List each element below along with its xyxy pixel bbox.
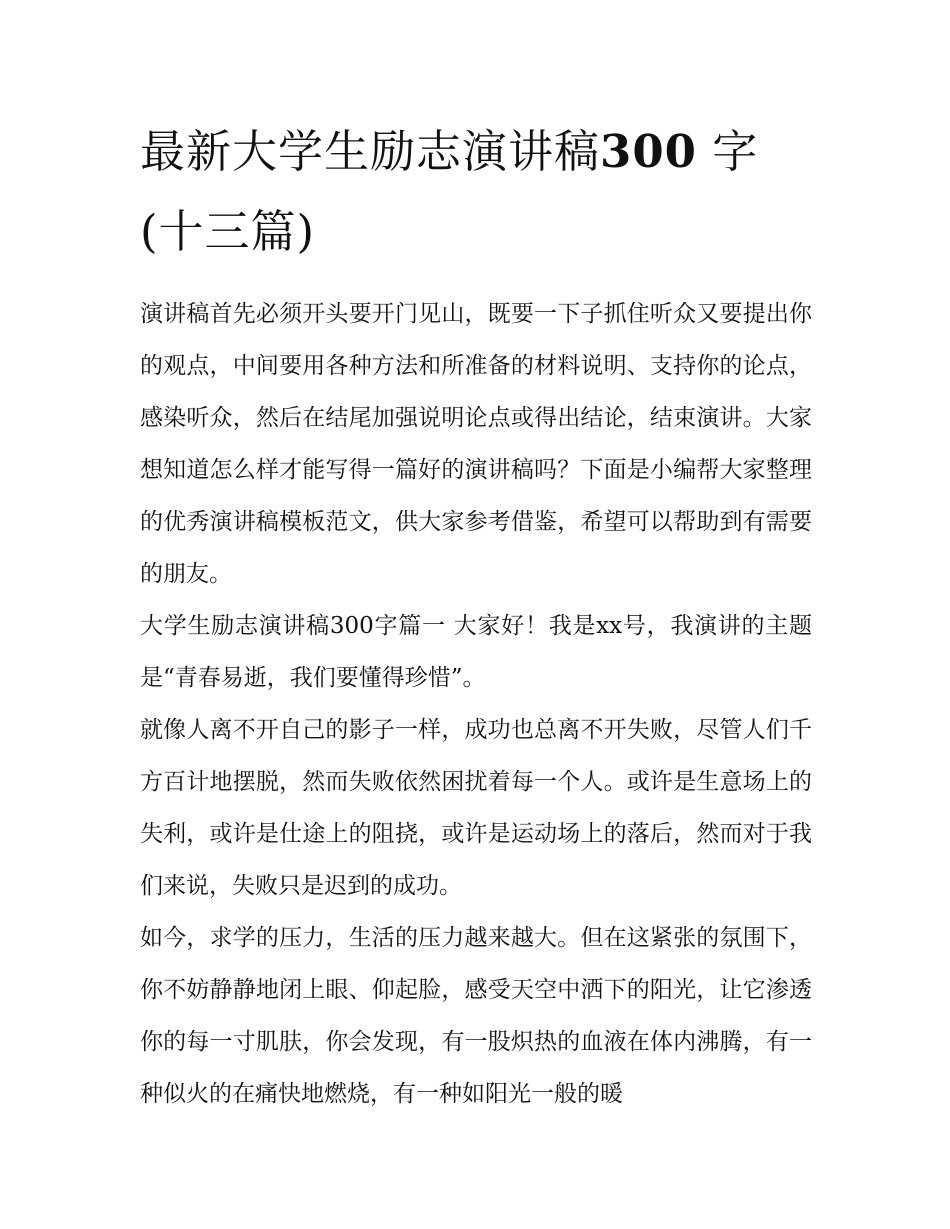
title-line-2: (十三篇) <box>140 205 316 258</box>
document-title <box>140 112 812 272</box>
body-paragraph-1: 就像人离不开自己的影子一样，成功也总离不开失败，尽管人们千方百计地摆脱，然而失败依然困扰着每一个人。或许是生意场上的失利，或许是仕途上的阻挠，或许是运动场上的落后，然而对于我们来说，失败只是迟到的成功。 <box>140 717 812 899</box>
title-suffix: 字 <box>712 125 759 178</box>
speech-heading-paragraph: 大学生励志演讲稿300字篇一 大家好！我是xx号，我演讲的主题是“青春易逝，我们要懂得珍惜”。 <box>140 613 812 691</box>
title-prefix: 最新大学生励志演讲稿 <box>140 125 601 178</box>
body-paragraph-2: 如今，求学的压力，生活的压力越来越大。但在这紧张的氛围下，你不妨静静地闭上眼、仰起脸，感受天空中洒下的阳光，让它渗透你的每一寸肌肤，你会发现，有一股炽热的血液在体内沸腾，有一种似火的在痛快地燃烧，有一种如阳光一般的暖 <box>140 925 812 1107</box>
intro-paragraph: 演讲稿首先必须开头要开门见山，既要一下子抓住听众又要提出你的观点，中间要用各种方法和所准备的材料说明、支持你的论点，感染听众，然后在结尾加强说明论点或得出结论，结束演讲。大家想知道怎么样才能写得一篇好的演讲稿吗？下面是小编帮大家整理的优秀演讲稿模板范文，供大家参考借鉴，希望可以帮助到有需要的朋友。 <box>140 301 812 587</box>
title-number: 300 <box>600 125 697 178</box>
document-page <box>140 112 812 1120</box>
